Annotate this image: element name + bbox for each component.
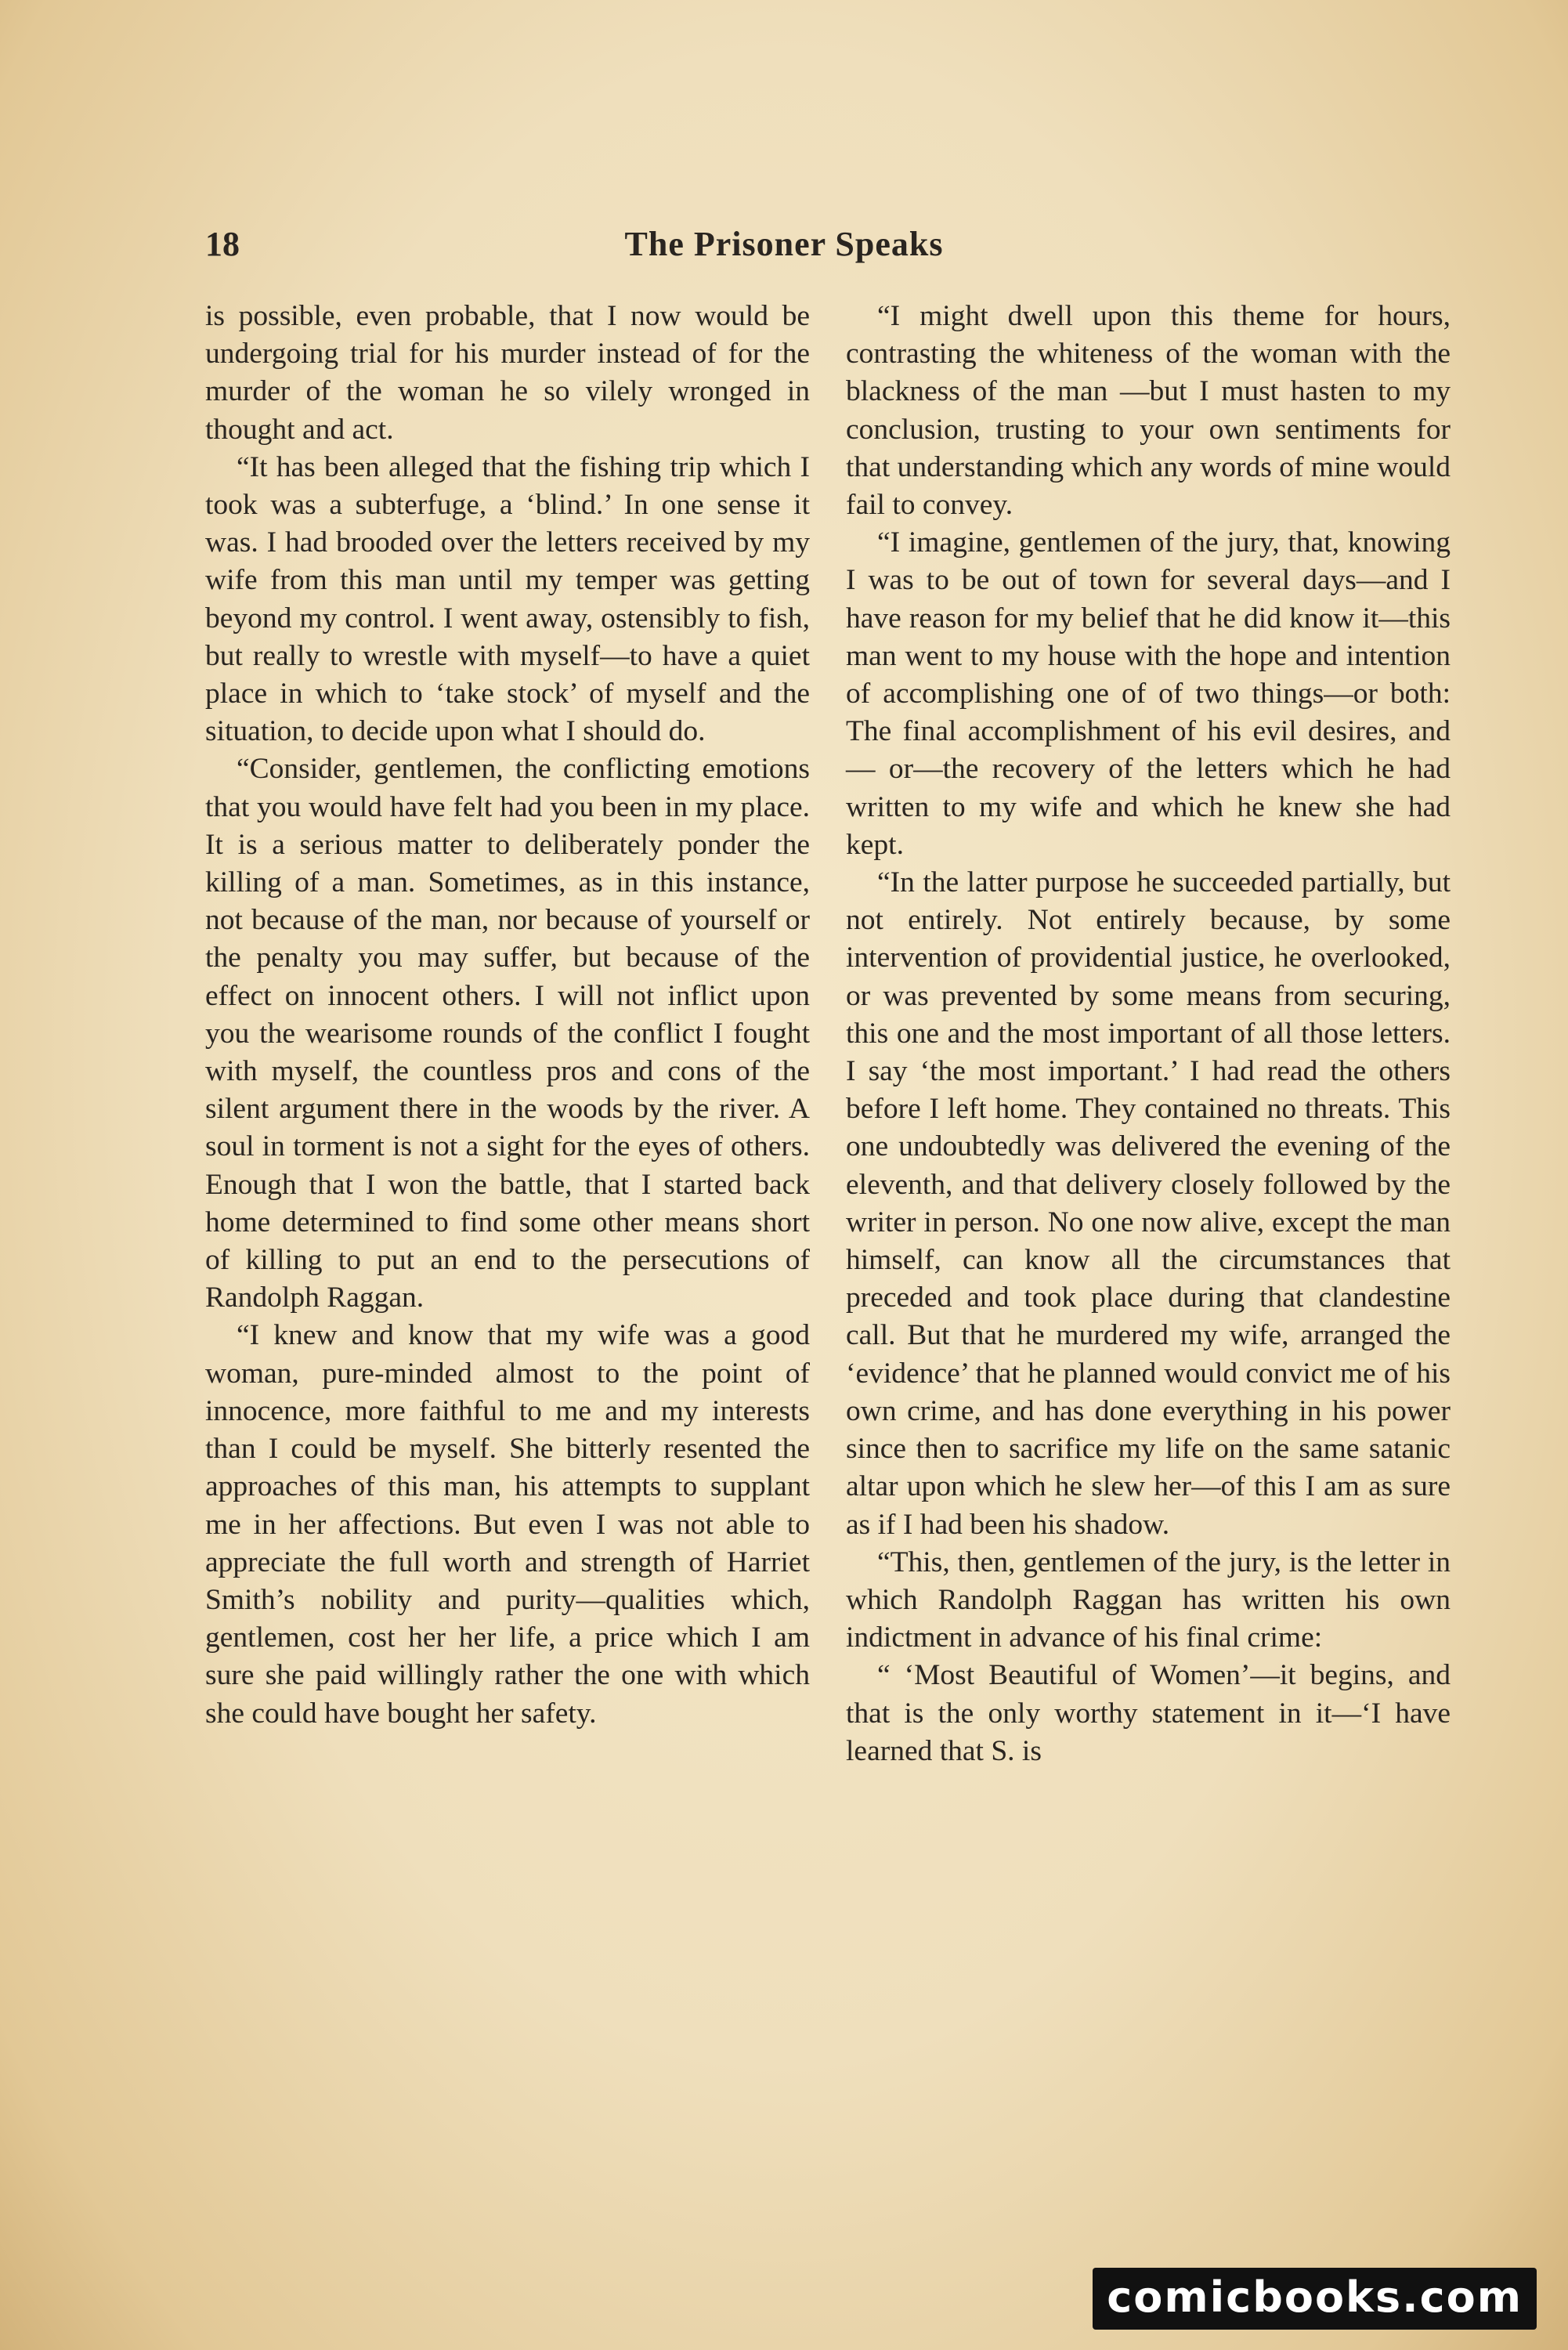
paragraph: “In the latter purpose he succeeded partially, but not entirely. Not entirely because, by some intervention of providential justice, he overlooked, or was prevented by some means from securing, this one and the most important of all those letters. I say ‘the most important.’ I had read the others before I left home. They contained no threats. This one undoubtedly was delivered the evening of the eleventh, and that delivery closely followed by the writer in person. No one now alive, except the man himself, can know all the circumstances that preceded and took place during that clandestine call. But that he murdered my wife, arranged the ‘evidence’ that he planned would convict me of his own crime, and has done everything in his power since then to sacrifice my life on the same satanic altar upon which he slew her—of this I am as sure as if I had been his shadow. <box>846 866 1451 1541</box>
paragraph: “I might dwell upon this theme for hours, contrasting the whiteness of the woman with the blackness of the man —but I must hasten to my conclusion, trusting to your own sentiments for that understanding which any words of mine would fail to convey. <box>846 300 1451 522</box>
paragraph: “This, then, gentlemen of the jury, is the letter in which Randolph Raggan has written his own indictment in advance of his final crime: <box>846 1546 1451 1654</box>
paragraph: “I knew and know that my wife was a good woman, pure-minded almost to the point of innocence, more faithful to me and my interests than I could be myself. She bitterly resented the approaches of this man, his attempts to supplant me in her affections. But even I was not able to appreciate the full worth and strength of Harriet Smith’s nobility and purity—qualities which, gentlemen, cost her her life, a price which I am sure she paid willingly rather the one with which she could have bought her safety. <box>205 1319 810 1730</box>
paragraph: “I imagine, gentlemen of the jury, that, knowing I was to be out of town for several days—and I have reason for my belief that he did know it—this man went to my house with the hope and intention of accomplishing one of of two things—or both: The final accomplishment of his evil desires, and— or—the recovery of the letters which he had written to my wife and which he knew she had kept. <box>846 526 1451 861</box>
paragraph: “It has been alleged that the fishing trip which I took was a subterfuge, a ‘blind.’ In one sense it was. I had brooded over the letters received by my wife from this man until my temper was getting beyond my control. I went away, ostensibly to fish, but really to wrestle with myself—to have a quiet place in which to ‘take stock’ of myself and the situation, to decide upon what I should do. <box>205 450 810 748</box>
right-column <box>846 298 1451 1770</box>
paragraph: is possible, even probable, that I now would be undergoing trial for his murder instead of for the murder of the woman he so vilely wronged in thought and act. <box>205 300 810 446</box>
page-number: 18 <box>205 225 240 263</box>
paragraph: “Consider, gentlemen, the conflicting emotions that you would have felt had you been in my place. It is a serious matter to deliberately ponder the killing of a man. Sometimes, as in this instance, not because of the man, nor because of yourself or the penalty you may suffer, but because of the effect on innocent others. I will not inflict upon you the wearisome rounds of the conflict I fought with myself, the countless pros and cons of the silent argument there in the woods by the river. A soul in torment is not a sight for the eyes of others. Enough that I won the battle, that I started back home determined to find some other means short of killing to put an end to the persecutions of Randolph Raggan. <box>205 753 810 1314</box>
paragraph: “ ‘Most Beautiful of Women’—it begins, and that is the only worthy statement in it—‘I have learned that S. is <box>846 1659 1451 1767</box>
watermark-logo: comicbooks.com <box>1093 2268 1537 2330</box>
running-title: The Prisoner Speaks <box>624 225 944 263</box>
left-column <box>205 298 810 1733</box>
